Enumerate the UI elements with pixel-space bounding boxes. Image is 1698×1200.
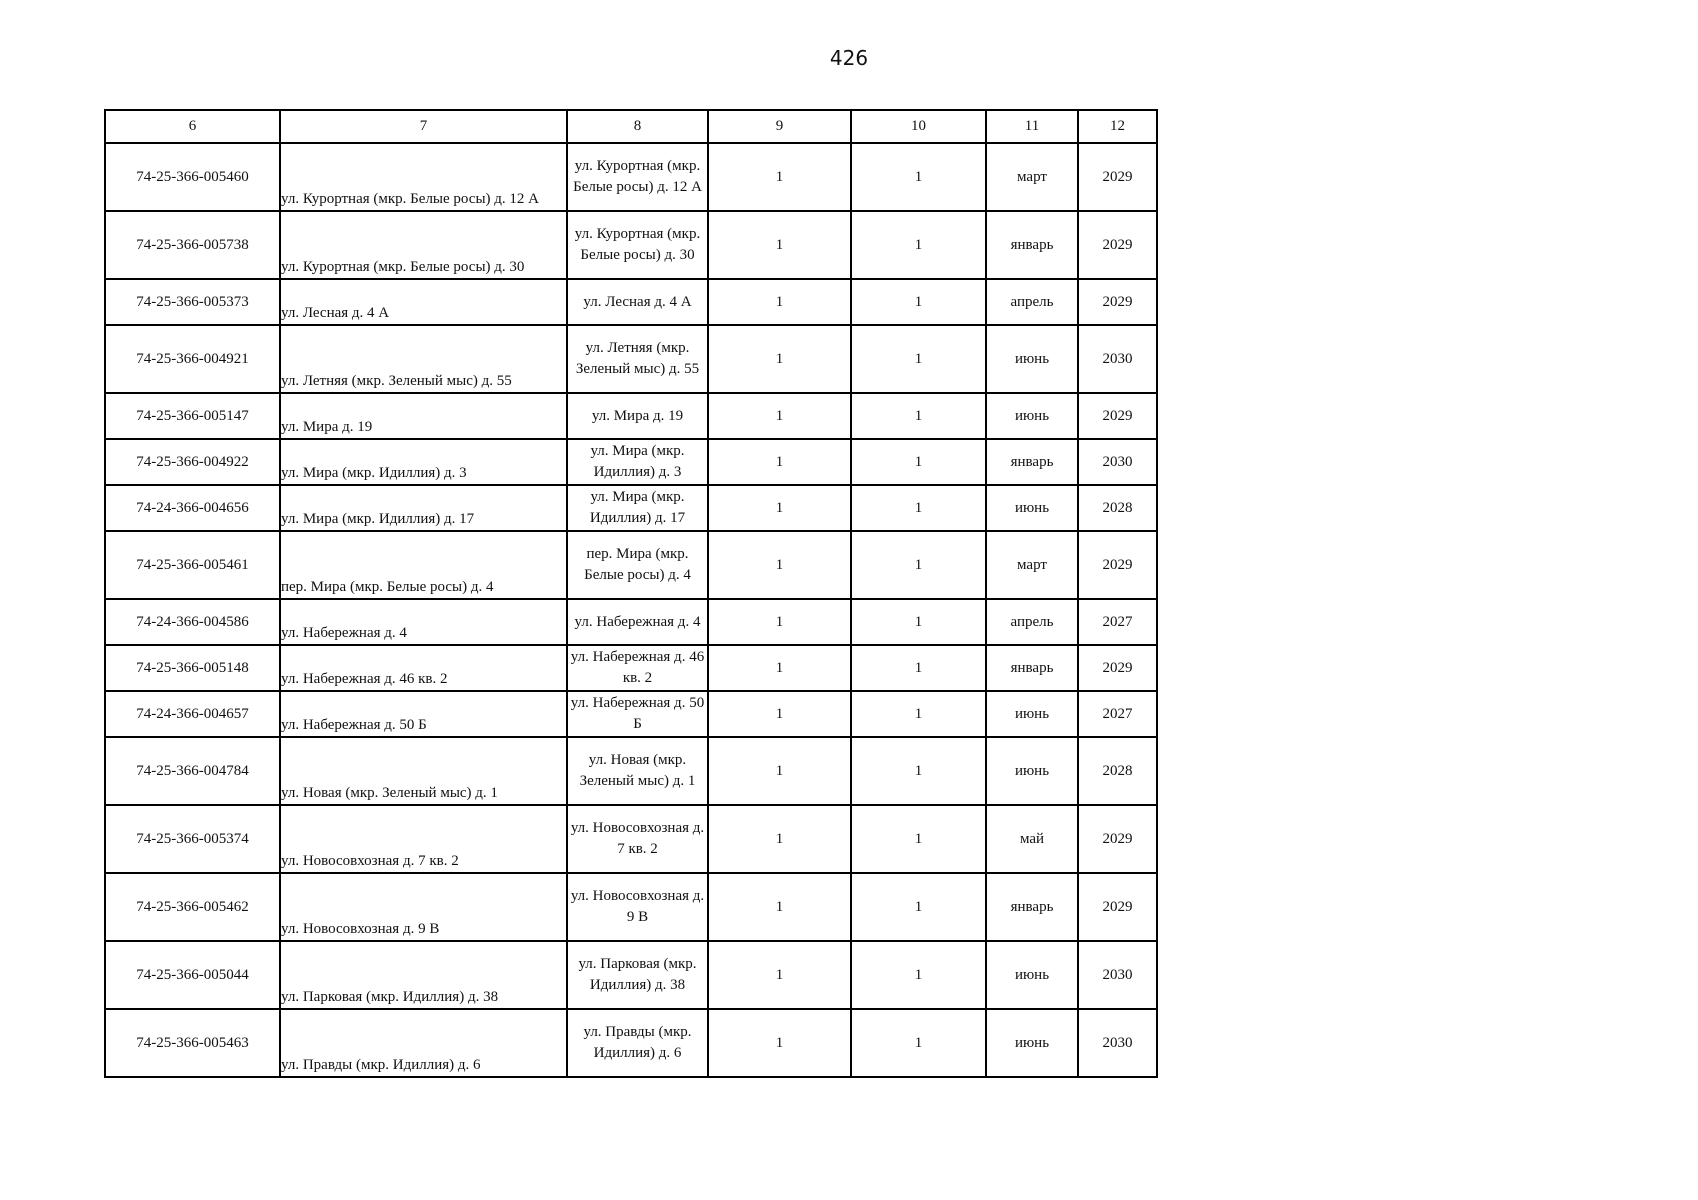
month: май — [986, 805, 1078, 873]
table-row — [105, 599, 1157, 645]
table-row — [105, 211, 1157, 279]
col-9-value: 1 — [708, 485, 851, 531]
location: ул. Набережная д. 4 — [567, 599, 708, 645]
year: 2030 — [1078, 941, 1157, 1009]
location: ул. Летняя (мкр. Зеленый мыс) д. 55 — [567, 325, 708, 393]
location: ул. Набережная д. 46 кв. 2 — [567, 645, 708, 691]
col-10-value: 1 — [851, 691, 986, 737]
address: ул. Мира (мкр. Идиллия) д. 3 — [280, 439, 567, 485]
page-number: 426 — [829, 46, 869, 70]
cadastral-number: 74-25-366-004784 — [105, 737, 280, 805]
address: ул. Набережная д. 46 кв. 2 — [280, 645, 567, 691]
month: июнь — [986, 941, 1078, 1009]
table-row — [105, 873, 1157, 941]
month: январь — [986, 211, 1078, 279]
col-header-12: 12 — [1078, 110, 1157, 143]
location: ул. Правды (мкр. Идиллия) д. 6 — [567, 1009, 708, 1077]
cadastral-number: 74-25-366-004921 — [105, 325, 280, 393]
address: ул. Правды (мкр. Идиллия) д. 6 — [280, 1009, 567, 1077]
table-row — [105, 805, 1157, 873]
location: ул. Мира (мкр. Идиллия) д. 17 — [567, 485, 708, 531]
col-9-value: 1 — [708, 279, 851, 325]
col-header-9: 9 — [708, 110, 851, 143]
year: 2029 — [1078, 873, 1157, 941]
address: ул. Мира д. 19 — [280, 393, 567, 439]
col-header-6: 6 — [105, 110, 280, 143]
address: пер. Мира (мкр. Белые росы) д. 4 — [280, 531, 567, 599]
col-header-11: 11 — [986, 110, 1078, 143]
location: пер. Мира (мкр. Белые росы) д. 4 — [567, 531, 708, 599]
col-header-8: 8 — [567, 110, 708, 143]
location: ул. Мира д. 19 — [567, 393, 708, 439]
cadastral-number: 74-24-366-004586 — [105, 599, 280, 645]
location: ул. Курортная (мкр. Белые росы) д. 30 — [567, 211, 708, 279]
year: 2030 — [1078, 325, 1157, 393]
month: июнь — [986, 737, 1078, 805]
month: январь — [986, 439, 1078, 485]
col-9-value: 1 — [708, 691, 851, 737]
year: 2027 — [1078, 691, 1157, 737]
location: ул. Курортная (мкр. Белые росы) д. 12 А — [567, 143, 708, 211]
table-row — [105, 737, 1157, 805]
col-9-value: 1 — [708, 211, 851, 279]
col-10-value: 1 — [851, 485, 986, 531]
col-10-value: 1 — [851, 599, 986, 645]
address: ул. Лесная д. 4 А — [280, 279, 567, 325]
cadastral-number: 74-25-366-005463 — [105, 1009, 280, 1077]
year: 2030 — [1078, 1009, 1157, 1077]
cadastral-number: 74-25-366-005738 — [105, 211, 280, 279]
address: ул. Летняя (мкр. Зеленый мыс) д. 55 — [280, 325, 567, 393]
cadastral-number: 74-25-366-005044 — [105, 941, 280, 1009]
col-9-value: 1 — [708, 143, 851, 211]
month: июнь — [986, 325, 1078, 393]
location: ул. Лесная д. 4 А — [567, 279, 708, 325]
table-row — [105, 691, 1157, 737]
location: ул. Новая (мкр. Зеленый мыс) д. 1 — [567, 737, 708, 805]
col-10-value: 1 — [851, 805, 986, 873]
year: 2028 — [1078, 485, 1157, 531]
address: ул. Набережная д. 50 Б — [280, 691, 567, 737]
address: ул. Курортная (мкр. Белые росы) д. 12 А — [280, 143, 567, 211]
col-10-value: 1 — [851, 737, 986, 805]
col-9-value: 1 — [708, 439, 851, 485]
location: ул. Новосовхозная д. 7 кв. 2 — [567, 805, 708, 873]
col-9-value: 1 — [708, 645, 851, 691]
cadastral-number: 74-25-366-005461 — [105, 531, 280, 599]
col-9-value: 1 — [708, 805, 851, 873]
cadastral-number: 74-25-366-004922 — [105, 439, 280, 485]
col-10-value: 1 — [851, 279, 986, 325]
col-9-value: 1 — [708, 1009, 851, 1077]
col-10-value: 1 — [851, 393, 986, 439]
address: ул. Новая (мкр. Зеленый мыс) д. 1 — [280, 737, 567, 805]
col-10-value: 1 — [851, 645, 986, 691]
col-header-7: 7 — [280, 110, 567, 143]
cadastral-number: 74-25-366-005147 — [105, 393, 280, 439]
col-10-value: 1 — [851, 531, 986, 599]
year: 2029 — [1078, 531, 1157, 599]
cadastral-number: 74-25-366-005460 — [105, 143, 280, 211]
address: ул. Мира (мкр. Идиллия) д. 17 — [280, 485, 567, 531]
year: 2029 — [1078, 393, 1157, 439]
col-10-value: 1 — [851, 1009, 986, 1077]
col-9-value: 1 — [708, 599, 851, 645]
location: ул. Парковая (мкр. Идиллия) д. 38 — [567, 941, 708, 1009]
cadastral-number: 74-25-366-005148 — [105, 645, 280, 691]
cadastral-number: 74-24-366-004656 — [105, 485, 280, 531]
month: апрель — [986, 599, 1078, 645]
cadastral-number: 74-25-366-005462 — [105, 873, 280, 941]
month: июнь — [986, 691, 1078, 737]
table-row — [105, 325, 1157, 393]
col-10-value: 1 — [851, 873, 986, 941]
col-10-value: 1 — [851, 439, 986, 485]
header-row — [105, 110, 1157, 143]
table-row — [105, 439, 1157, 485]
location: ул. Набережная д. 50 Б — [567, 691, 708, 737]
col-header-10: 10 — [851, 110, 986, 143]
col-9-value: 1 — [708, 531, 851, 599]
table-row — [105, 143, 1157, 211]
col-9-value: 1 — [708, 393, 851, 439]
table-row — [105, 941, 1157, 1009]
table-row — [105, 485, 1157, 531]
month: июнь — [986, 1009, 1078, 1077]
table-row — [105, 645, 1157, 691]
cadastral-number: 74-25-366-005373 — [105, 279, 280, 325]
col-9-value: 1 — [708, 325, 851, 393]
year: 2029 — [1078, 805, 1157, 873]
cadastral-number: 74-25-366-005374 — [105, 805, 280, 873]
year: 2030 — [1078, 439, 1157, 485]
location: ул. Мира (мкр. Идиллия) д. 3 — [567, 439, 708, 485]
col-10-value: 1 — [851, 143, 986, 211]
month: март — [986, 531, 1078, 599]
col-9-value: 1 — [708, 941, 851, 1009]
location: ул. Новосовхозная д. 9 В — [567, 873, 708, 941]
year: 2029 — [1078, 645, 1157, 691]
col-10-value: 1 — [851, 941, 986, 1009]
address: ул. Набережная д. 4 — [280, 599, 567, 645]
col-9-value: 1 — [708, 873, 851, 941]
month: июнь — [986, 485, 1078, 531]
table-row — [105, 279, 1157, 325]
data-table — [104, 109, 1158, 1078]
col-10-value: 1 — [851, 325, 986, 393]
month: апрель — [986, 279, 1078, 325]
address: ул. Курортная (мкр. Белые росы) д. 30 — [280, 211, 567, 279]
month: июнь — [986, 393, 1078, 439]
address: ул. Парковая (мкр. Идиллия) д. 38 — [280, 941, 567, 1009]
col-9-value: 1 — [708, 737, 851, 805]
month: январь — [986, 645, 1078, 691]
month: март — [986, 143, 1078, 211]
cadastral-number: 74-24-366-004657 — [105, 691, 280, 737]
year: 2027 — [1078, 599, 1157, 645]
year: 2029 — [1078, 143, 1157, 211]
year: 2029 — [1078, 211, 1157, 279]
table-row — [105, 393, 1157, 439]
col-10-value: 1 — [851, 211, 986, 279]
table-row — [105, 1009, 1157, 1077]
year: 2028 — [1078, 737, 1157, 805]
month: январь — [986, 873, 1078, 941]
address: ул. Новосовхозная д. 7 кв. 2 — [280, 805, 567, 873]
table-row — [105, 531, 1157, 599]
address: ул. Новосовхозная д. 9 В — [280, 873, 567, 941]
year: 2029 — [1078, 279, 1157, 325]
